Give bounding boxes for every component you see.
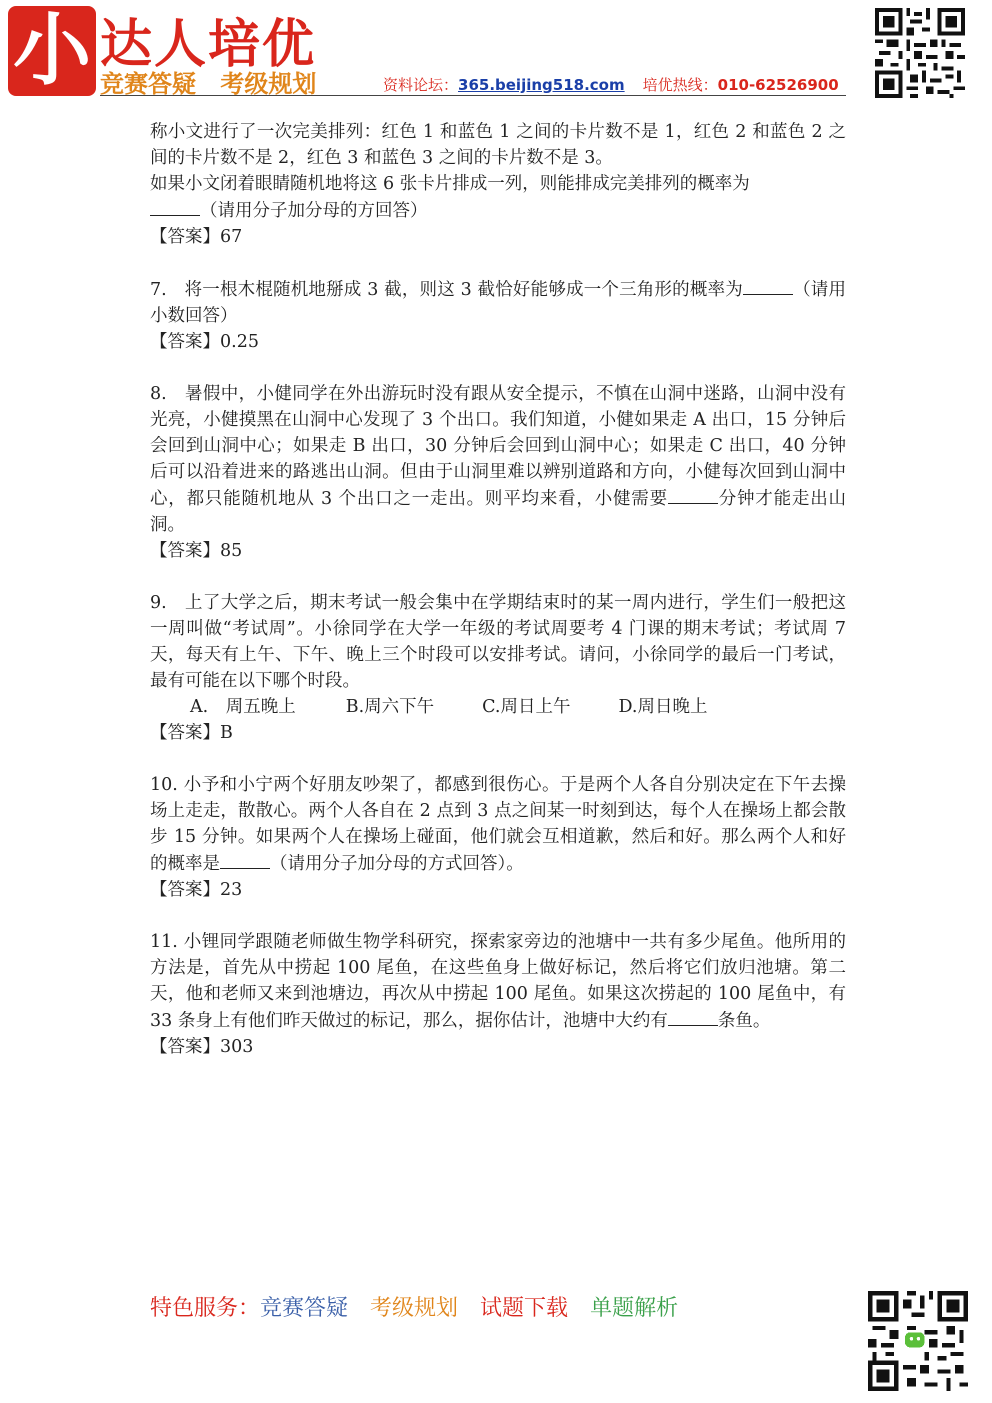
question-9: 9. 上了大学之后，期末考试一般会集中在学期结束时的某一周内进行，学生们一般把这一周叫做“考试周”。小徐同学在大学一年级的考试周要考 4 门课的期末考试；考试周 7 天，每天有上午、下午、晚上三个时段可以安排考试。请问，小徐同学的最后一门考试，最有可能在以下哪个时段。: [150, 593, 846, 691]
question-11: [150, 929, 846, 1034]
intro-suffix: （请用分子加分母的方回答）: [200, 201, 428, 221]
question-7: [150, 276, 846, 329]
question-10-text: 10. 小予和小宁两个好朋友吵架了，都感到很伤心。于是两个人各自分别决定在下午去操场上走走，散散心。两个人各自在 2 点到 3 点之间某一时刻到达，每个人在操场上都会散步 15 分钟。如果两个人在操场上碰面，他们就会互相道歉，然后和好。那么两个人和好的概率是: [150, 775, 846, 874]
qr-code-icon: [874, 8, 966, 98]
document-body: [150, 119, 846, 1060]
answer-11: 【答案】303: [150, 1037, 254, 1057]
answer-blank: [743, 276, 793, 295]
intro-question-cont: [150, 197, 846, 224]
question-7-text: 7. 将一根木棍随机地掰成 3 截，则这 3 截恰好能够成一个三角形的概率为: [150, 280, 743, 300]
qr-code-icon: [868, 1291, 968, 1391]
question-10-suffix: （请用分子加分母的方式回答）。: [270, 854, 524, 874]
brand-title: 达人培优: [100, 15, 317, 75]
question-8-text: 8. 暑假中，小健同学在外出游玩时没有跟从安全提示，不慎在山洞中迷路，山洞中没有光亮，小健摸黑在山洞中心发现了 3 个出口。我们知道，小健如果走 A 出口，15 分钟后会回到山洞中心；如果走 B 出口，30 分钟后会回到山洞中心；如果走 C 出口，40 分钟后可以沿着进来的路逃出山洞。但由于山洞里难以辨别道路和方向，小健每次回到山洞中心，都只能随机地从 3 个出口之一走出。则平均来看，小健需要: [150, 384, 846, 509]
footer-services: [150, 1291, 700, 1322]
hotline-label: 培优热线：: [642, 76, 718, 94]
service-item: 考级规划: [370, 1296, 459, 1321]
question-8-suffix: 分钟才能走出山洞。: [150, 489, 846, 535]
question-8: [150, 381, 846, 538]
footer-label: 特色服务：: [150, 1296, 261, 1321]
question-11-suffix: 条鱼。: [717, 1011, 771, 1031]
option-c: C.周日上午: [482, 697, 571, 717]
option-d: D.周日晚上: [618, 697, 708, 717]
logo-mark: 小: [8, 6, 96, 96]
service-item: 单题解析: [590, 1296, 679, 1321]
answer-blank: [150, 197, 200, 216]
answer-7: 【答案】0.25: [150, 332, 259, 352]
answer-10: 【答案】23: [150, 880, 243, 900]
option-a: A. 周五晚上: [190, 697, 296, 717]
brand-sub-item: 考级规划: [220, 70, 317, 98]
header-info: [383, 74, 839, 95]
brand-sub-item: 竞赛答疑: [100, 70, 196, 98]
intro-text: 称小文进行了一次完美排列：红色 1 和蓝色 1 之间的卡片数不是 1，红色 2 和蓝色 2 之间的卡片数不是 2，红色 3 和蓝色 3 之间的卡片数不是 3。: [150, 122, 846, 168]
answer-blank: [668, 1007, 718, 1026]
hotline-number: 010-62526900: [717, 76, 839, 94]
brand-subtitle: [100, 64, 332, 99]
option-b: B.周六下午: [345, 697, 435, 717]
service-item: 竞赛答疑: [260, 1296, 349, 1321]
service-item: 试题下载: [480, 1296, 569, 1321]
header-divider: [100, 95, 846, 96]
forum-link[interactable]: 365.beijing518.com: [458, 76, 625, 94]
intro-question: 如果小文闭着眼睛随机地将这 6 张卡片排成一列，则能排成完美排列的概率为: [150, 174, 750, 194]
answer-blank: [668, 485, 718, 504]
question-11-text: 11. 小锂同学跟随老师做生物学科研究，探索家旁边的池塘中一共有多少尾鱼。他所用的方法是，首先从中捞起 100 尾鱼，在这些鱼身上做好标记，然后将它们放归池塘。第二天，他和老师又来到池塘边，再次从中捞起 100 尾鱼。如果这次捞起的 100 尾鱼中，有 33 条身上有他们昨天做过的标记，那么，据你估计，池塘中大约有: [150, 932, 846, 1031]
forum-label: 资料论坛：: [383, 76, 459, 94]
answer-8: 【答案】85: [150, 541, 243, 561]
question-10: [150, 772, 846, 877]
answer-intro: 【答案】67: [150, 227, 243, 247]
question-9-options: [150, 694, 846, 720]
question-7-suffix: （请用小数回答）: [150, 280, 846, 326]
answer-9: 【答案】B: [150, 723, 233, 743]
answer-blank: [220, 850, 270, 869]
